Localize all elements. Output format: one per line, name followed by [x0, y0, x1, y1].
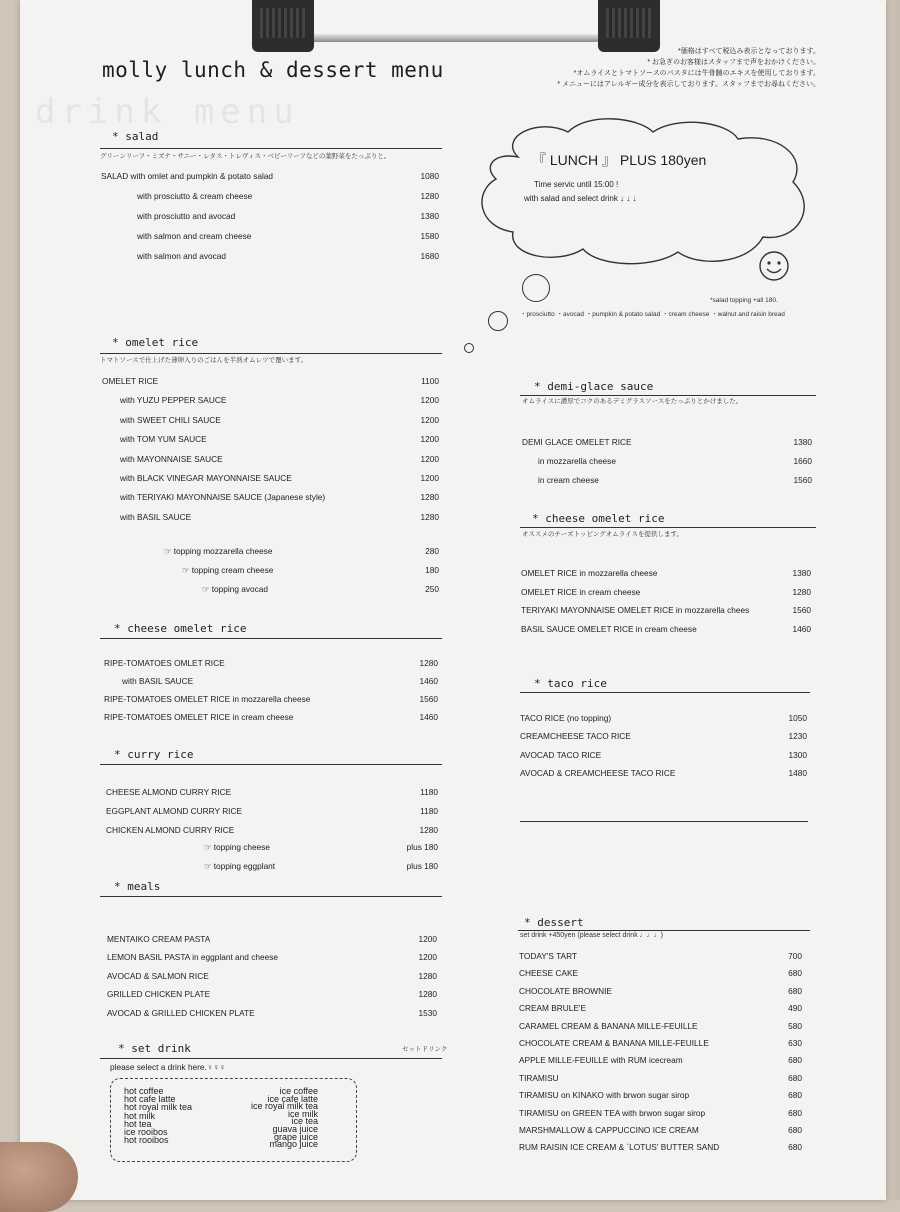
ice-drink: mango juice: [269, 1139, 318, 1150]
omelet-item-price: 1200: [420, 473, 439, 483]
dessert-item-name: TIRAMISU on GREEN TEA with brwon sugar sirop: [519, 1107, 706, 1118]
taco-item-name: TACO RICE (no topping): [520, 713, 612, 723]
omelet-item-name: with BASIL SAUCE: [120, 511, 192, 522]
salad-topping-list: ・prosciutto ・avocad ・pumpkin & potato salad ・cream cheese ・walnut and raisin bread: [520, 311, 785, 318]
demi-item-name: in cream cheese: [538, 475, 599, 485]
omelet-item-name: with MAYONNAISE SAUCE: [120, 453, 223, 464]
cheese-omelet-item-name: BASIL SAUCE OMELET RICE in cream cheese: [521, 623, 697, 634]
omelet-desc: トマトソースで仕上げた薄卵入りのごはんを半熟オムレツで覆います。: [100, 357, 308, 364]
meal-item-price: 1200: [418, 934, 437, 944]
dessert-item-name: TODAY'S TART: [519, 951, 577, 961]
lunch-time: Time servic until 15:00 !: [534, 180, 619, 189]
ice-drink: ice royal milk tea: [250, 1101, 318, 1112]
dessert-item-price: 580: [788, 1020, 802, 1031]
curry-topping-name: ☞ topping cheese: [204, 842, 271, 852]
dessert-item-price: 490: [788, 1003, 802, 1014]
demi-item-name: in mozzarella cheese: [538, 456, 616, 466]
dessert-item-price: 680: [788, 968, 802, 979]
omelet-item-name: with SWEET CHILI SAUCE: [120, 414, 221, 425]
salad-item-name: with prosciutto & cream cheese: [137, 191, 253, 201]
meals-title: * meals: [114, 880, 161, 893]
dessert-item-name: RUM RAISIN ICE CREAM & `LOTUS' BUTTER SAND: [519, 1142, 720, 1153]
meal-item-name: GRILLED CHICKEN PLATE: [107, 989, 211, 1000]
meal-item-name: AVOCAD & SALMON RICE: [107, 970, 209, 981]
smiley-icon: [758, 250, 790, 282]
hot-drink: ice rooibos: [124, 1127, 168, 1137]
dessert-item-name: CHOCOLATE BROWNIE: [519, 985, 612, 996]
dessert-item-name: CARAMEL CREAM & BANANA MILLE-FEUILLE: [519, 1020, 698, 1031]
salad-desc: グリーンリーフ・ミズナ・サニー・レタス・トレヴィス・ベビーリーフなどの葉野菜をたっぷりと。: [100, 153, 391, 160]
dessert-item-name: TIRAMISU on KINAKO with brwon sugar sirop: [519, 1090, 690, 1101]
cheese-omelet-item-price: 1460: [792, 623, 811, 634]
finger: [0, 1142, 78, 1212]
taco-item-price: 1050: [788, 713, 807, 723]
thought-bubble-1: [522, 274, 550, 302]
omelet-item-price: 1200: [420, 395, 439, 406]
curry-topping-name: ☞ topping eggplant: [204, 861, 276, 871]
menu-title: molly lunch & dessert menu: [102, 58, 444, 82]
cheese-omelet-item-price: 1380: [792, 568, 811, 578]
dessert-item-price: 680: [788, 985, 802, 996]
ice-drink: guava juice: [272, 1124, 318, 1134]
omelet-item-price: 1200: [420, 434, 439, 445]
cheese-omelet-left-title: * cheese omelet rice: [114, 622, 247, 635]
dessert-item-name: CHEESE CAKE: [519, 968, 579, 979]
omelet-item-name: with TOM YUM SAUCE: [120, 434, 207, 445]
curry-topping-price: plus 180: [406, 842, 438, 852]
cheese-omelet-item-price: 1460: [419, 712, 438, 722]
set-drink-prompt: please select a drink here.♀♀♀: [110, 1062, 226, 1072]
dessert-item-name: TIRAMISU: [519, 1072, 559, 1083]
omelet-item-price: 1280: [420, 492, 439, 503]
set-drink-jp: セットドリンク: [402, 1046, 448, 1053]
cheese-omelet-item-price: 1280: [419, 658, 438, 668]
cheese-omelet-item-price: 1560: [419, 694, 438, 704]
dessert-item-price: 680: [788, 1072, 802, 1083]
demi-item-name: DEMI GLACE OMELET RICE: [522, 437, 632, 447]
show-through-text: drink menu: [35, 92, 300, 132]
thought-bubble-3: [464, 343, 474, 353]
ice-drink: grape juice: [273, 1131, 318, 1142]
salad-item-price: 1580: [420, 231, 439, 241]
cheese-omelet-item-price: 1560: [792, 605, 811, 616]
taco-item-price: 1480: [788, 768, 807, 779]
lunch-includes: with salad and select drink ↓ ↓ ↓: [524, 194, 637, 203]
taco-item-name: CREAMCHEESE TACO RICE: [520, 731, 631, 742]
taco-item-price: 1230: [788, 731, 807, 742]
ice-drink: ice milk: [287, 1108, 318, 1119]
demi-item-price: 1380: [793, 437, 812, 447]
omelet-item-name: with BLACK VINEGAR MAYONNAISE SAUCE: [120, 473, 292, 483]
dessert-item-name: MARSHMALLOW & CAPPUCCINO ICE CREAM: [519, 1125, 699, 1135]
meal-item-name: AVOCAD & GRILLED CHICKEN PLATE: [107, 1007, 255, 1018]
dessert-item-price: 680: [788, 1090, 802, 1101]
set-drink-title: * set drink: [118, 1042, 191, 1055]
salad-item-price: 1080: [420, 171, 439, 181]
dessert-item-price: 700: [788, 951, 802, 961]
curry-item-name: EGGPLANT ALMOND CURRY RICE: [106, 806, 243, 816]
dessert-item-price: 680: [788, 1055, 802, 1066]
ice-drink: ice coffee: [279, 1086, 318, 1096]
salad-item-name: with salmon and cream cheese: [137, 231, 252, 241]
curry-item-name: CHICKEN ALMOND CURRY RICE: [106, 825, 235, 835]
omelet-item-name: with YUZU PEPPER SAUCE: [120, 395, 227, 406]
curry-item-price: 1280: [419, 825, 438, 835]
hot-drink: hot tea: [124, 1118, 152, 1129]
salad-item-name: with prosciutto and avocad: [137, 211, 236, 221]
curry-topping-price: plus 180: [406, 861, 438, 871]
lunch-headline: 『 LUNCH 』 PLUS 180yen: [532, 152, 707, 168]
meal-item-price: 1280: [418, 970, 437, 981]
demi-item-price: 1660: [793, 456, 812, 466]
curry-item-price: 1180: [420, 806, 438, 816]
curry-item-name: CHEESE ALMOND CURRY RICE: [106, 787, 232, 797]
dessert-item-price: 630: [788, 1038, 802, 1048]
demi-item-price: 1560: [793, 475, 812, 485]
dessert-item-name: APPLE MILLE-FEUILLE with RUM icecream: [519, 1055, 683, 1066]
omelet-item-name: with TERIYAKI MAYONNAISE SAUCE (Japanese style): [120, 492, 326, 503]
ice-drink: ice cafe latte: [267, 1093, 318, 1104]
dessert-title: * dessert: [524, 916, 584, 929]
cheese-omelet-item-price: 1280: [792, 586, 811, 597]
demi-title: * demi-glace sauce: [534, 380, 654, 393]
curry-item-price: 1180: [420, 787, 438, 797]
omelet-topping-price: 280: [425, 546, 439, 556]
omelet-title: * omelet rice: [112, 336, 199, 349]
meal-item-price: 1280: [418, 989, 437, 1000]
salad-item-name: SALAD with omlet and pumpkin & potato salad: [101, 171, 274, 181]
omelet-topping-name: ☞ topping cream cheese: [182, 565, 274, 575]
omelet-topping-name: ☞ topping mozzarella cheese: [164, 546, 273, 556]
ice-drink: ice tea: [291, 1116, 318, 1127]
taco-title: * taco rice: [534, 677, 607, 690]
omelet-item-price: 1100: [421, 376, 439, 386]
dessert-item-price: 680: [788, 1125, 802, 1135]
taco-item-name: AVOCAD TACO RICE: [520, 749, 602, 760]
thought-bubble-2: [488, 311, 508, 331]
meal-item-price: 1200: [418, 952, 437, 963]
taco-item-price: 1300: [788, 749, 807, 760]
cheese-omelet-item-name: RIPE-TOMATOES OMLET RICE: [104, 658, 225, 668]
meal-item-name: MENTAIKO CREAM PASTA: [107, 934, 211, 944]
omelet-topping-price: 250: [425, 584, 439, 594]
cheese-omelet-item-name: OMELET RICE in mozzarella cheese: [521, 568, 658, 578]
salad-item-price: 1680: [420, 251, 439, 261]
dessert-item-price: 680: [788, 1142, 802, 1153]
hot-drink: hot coffee: [124, 1086, 164, 1096]
cheese-omelet-item-name: OMELET RICE in cream cheese: [521, 586, 641, 597]
meal-item-price: 1530: [418, 1007, 437, 1018]
meal-item-name: LEMON BASIL PASTA in eggplant and cheese: [107, 952, 278, 963]
cheese-omelet-right-title: * cheese omelet rice: [532, 512, 665, 525]
dessert-item-price: 680: [788, 1107, 802, 1118]
salad-topping-note: *salad topping +all 180.: [710, 297, 778, 304]
dessert-item-name: CHOCOLATE CREAM & BANANA MILLE-FEUILLE: [519, 1038, 709, 1048]
lunch-cloud: [478, 117, 808, 267]
cheese-omelet-item-name: TERIYAKI MAYONNAISE OMELET RICE in mozzarella chees: [521, 605, 750, 616]
omelet-item-name: OMELET RICE: [102, 376, 159, 386]
omelet-topping-name: ☞ topping avocad: [202, 584, 269, 594]
salad-title: * salad: [112, 130, 159, 143]
hot-drink: hot rooibos: [124, 1135, 169, 1146]
hot-drink: hot milk: [124, 1110, 156, 1121]
demi-desc: オムライスに濃厚でコクのあるデミグラスソースをたっぷりとかけました。: [522, 398, 743, 405]
cheese-omelet-item-name: RIPE-TOMATOES OMELET RICE in cream cheese: [104, 712, 294, 722]
omelet-topping-price: 180: [425, 565, 439, 575]
cheese-omelet-item-name: RIPE-TOMATOES OMELET RICE in mozzarella cheese: [104, 694, 311, 704]
cheese-omelet-right-desc: オススメのチーズトッピングオムライスを提供します。: [522, 531, 684, 538]
curry-title: * curry rice: [114, 748, 194, 761]
cheese-omelet-item-name: with BASIL SAUCE: [122, 676, 194, 686]
omelet-item-price: 1280: [420, 511, 439, 522]
omelet-item-price: 1200: [420, 414, 439, 425]
salad-item-price: 1280: [420, 191, 439, 201]
dessert-item-name: CREAM BRULE'E: [519, 1003, 587, 1014]
menu-notes: *価格はすべて税込み表示となっております。 * お急ぎのお客様はスタッフまで声をおかけください。 *オムライスとトマトソースのパスタには牛骨髄のエキスを使用しております。 * メニューにはアレルギー成分を表示しております。スタッフまでお尋ねください。: [557, 48, 820, 88]
hot-drink: hot royal milk tea: [124, 1102, 193, 1113]
cheese-omelet-item-price: 1460: [419, 676, 438, 686]
salad-item-name: with salmon and avocad: [137, 251, 227, 261]
taco-item-name: AVOCAD & CREAMCHEESE TACO RICE: [520, 768, 676, 779]
hot-drink: hot cafe latte: [124, 1094, 176, 1105]
salad-item-price: 1380: [420, 211, 439, 221]
omelet-item-price: 1200: [420, 453, 439, 464]
dessert-sub: set drink +450yen (please select drink ♩♩♩): [520, 932, 663, 939]
